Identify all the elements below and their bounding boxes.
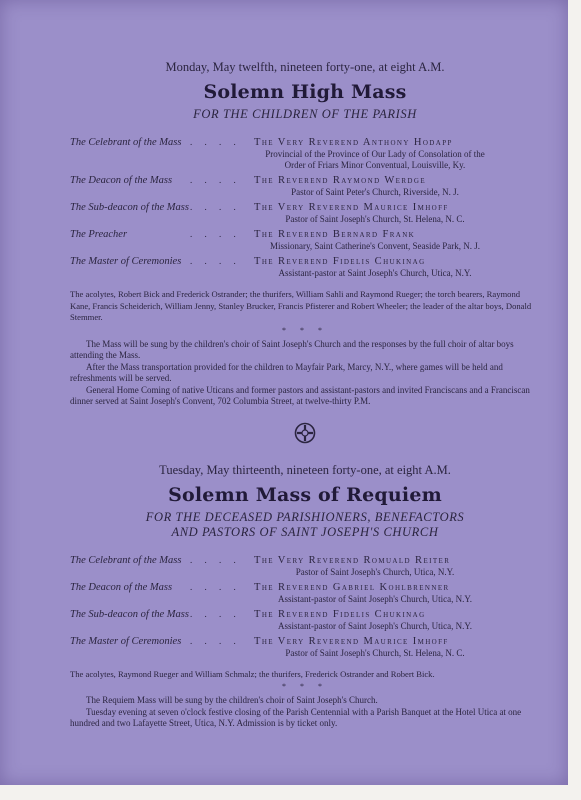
mass1-dayline: Monday, May twelfth, nineteen forty-one, at eight A.M. <box>165 60 445 74</box>
role-detail: Order of Friars Minor Conventual, Louisville, Ky. <box>284 160 466 170</box>
mass1-paragraph: The Mass will be sung by the children's choir of Saint Joseph's Church and the responses by the full choir of altar boys attending the Mass. <box>70 338 514 360</box>
role-row <box>70 228 540 252</box>
role-row <box>70 255 540 279</box>
role-title: The Celebrant of the Mass <box>70 137 182 148</box>
role-detail: Missionary, Saint Catherine's Convent, Seaside Park, N. J. <box>269 241 480 251</box>
mass1-title: Solemn High Mass <box>203 81 407 103</box>
leader-dots: . . . . <box>190 635 241 646</box>
role-detail: Assistant-pastor at Saint Joseph's Church, Utica, N.Y. <box>278 268 472 278</box>
mass2-roles <box>70 554 540 659</box>
role-detail: Pastor of Saint Peter's Church, Riverside, N. J. <box>291 187 459 197</box>
role-name: The Reverend Raymond Werdge <box>254 175 426 186</box>
role-name: The Reverend Gabriel Kohlbrenner <box>254 581 450 593</box>
role-row <box>70 201 540 225</box>
mass1-paragraph: General Home Coming of native Uticans and former pastors and assistant-pastors and invited Franciscans and a Franciscan dinner served at Saint Joseph's Convent, 702 Columbia Street, at twelve-thirty P.M. <box>70 384 530 406</box>
mass1-subtitle: FOR THE CHILDREN OF THE PARISH <box>193 107 417 121</box>
section-solemn-high-mass <box>70 60 540 408</box>
role-detail: Provincial of the Province of Our Lady of Consolation of the <box>265 149 485 159</box>
leader-dots: . . . . <box>190 608 241 619</box>
mass2-subtitle <box>70 510 540 540</box>
mass2-subtitle-line: FOR THE DECEASED PARISHIONERS, BENEFACTORS <box>145 509 465 524</box>
role-title: The Deacon of the Mass <box>70 175 173 186</box>
role-detail: Assistant-pastor of Saint Joseph's Church, Utica, N.Y. <box>278 620 472 631</box>
role-title: The Sub-deacon of the Mass <box>70 202 189 213</box>
mass2-stars: * * * <box>282 682 328 691</box>
cross-in-circle-icon <box>70 422 540 449</box>
leader-dots: . . . . <box>190 202 241 212</box>
mass2-subtitle-line: AND PASTORS OF SAINT JOSEPH'S CHURCH <box>171 524 439 539</box>
role-row <box>70 608 540 632</box>
role-detail: Pastor of Saint Joseph's Church, St. Helena, N. C. <box>285 647 465 658</box>
role-title: The Master of Ceremonies <box>70 635 182 647</box>
mass1-roles <box>70 136 540 279</box>
role-name: The Reverend Fidelis Chukinag <box>254 608 426 620</box>
role-name: The Reverend Bernard Frank <box>254 229 416 240</box>
mass1-paragraph: After the Mass transportation provided for the children to Mayfair Park, Marcy, N.Y., where games will be held and refreshments will be served. <box>70 361 503 383</box>
section-solemn-mass-of-requiem <box>70 463 540 730</box>
mass2-acolytes: The acolytes, Raymond Rueger and William Schmalz; the thurifers, Frederick Ostrander and Robert Bick. <box>70 668 435 679</box>
mass2-title: Solemn Mass of Requiem <box>168 483 442 506</box>
role-title: The Sub-deacon of the Mass <box>70 608 189 620</box>
role-row <box>70 635 540 659</box>
mass2-paragraph: Tuesday evening at seven o'clock festive closing of the Parish Centennial with a Parish Banquet at the Hotel Utica at one hundred and two Lafayette Street, Utica, N.Y. Admission is by ticket only. <box>70 706 522 728</box>
mass2-paragraph: The Requiem Mass will be sung by the children's choir of Saint Joseph's Church. <box>86 695 378 705</box>
role-title: The Deacon of the Mass <box>70 581 173 593</box>
leader-dots: . . . . <box>190 554 241 565</box>
role-name: The Very Reverend Romuald Reiter <box>254 554 451 566</box>
role-title: The Preacher <box>70 229 128 240</box>
role-title: The Master of Ceremonies <box>70 256 182 267</box>
leader-dots: . . . . <box>190 256 241 266</box>
role-row <box>70 174 540 198</box>
role-detail: Assistant-pastor of Saint Joseph's Church, Utica, N.Y. <box>278 593 472 604</box>
leader-dots: . . . . <box>190 137 241 147</box>
leader-dots: . . . . <box>190 175 241 185</box>
role-row <box>70 554 540 578</box>
role-row <box>70 136 540 171</box>
role-name: The Very Reverend Maurice Imhoff <box>254 635 449 647</box>
role-title: The Celebrant of the Mass <box>70 554 182 566</box>
role-detail: Pastor of Saint Joseph's Church, Utica, N.Y. <box>295 566 455 577</box>
mass1-stars: * * * <box>282 325 328 335</box>
page-content <box>70 60 540 730</box>
mass1-acolytes: The acolytes, Robert Bick and Frederick Ostrander; the thurifers, William Sahli and Raymond Rueger; the torch bearers, Raymond Kane, Francis Scheiderich, William Jenny, Stanley Brucker, Francis Pfisterer and Robert Wheeler; the leader of the altar boys, Donald Stemmer. <box>70 289 532 322</box>
leader-dots: . . . . <box>190 581 241 592</box>
role-name: The Very Reverend Anthony Hodapp <box>254 137 453 148</box>
role-name: The Very Reverend Maurice Imhoff <box>254 202 449 213</box>
role-row <box>70 581 540 605</box>
mass2-dayline: Tuesday, May thirteenth, nineteen forty-one, at eight A.M. <box>159 462 451 477</box>
role-detail: Pastor of Saint Joseph's Church, St. Helena, N. C. <box>285 214 465 224</box>
leader-dots: . . . . <box>190 229 241 239</box>
role-name: The Reverend Fidelis Chukinag <box>254 256 426 267</box>
